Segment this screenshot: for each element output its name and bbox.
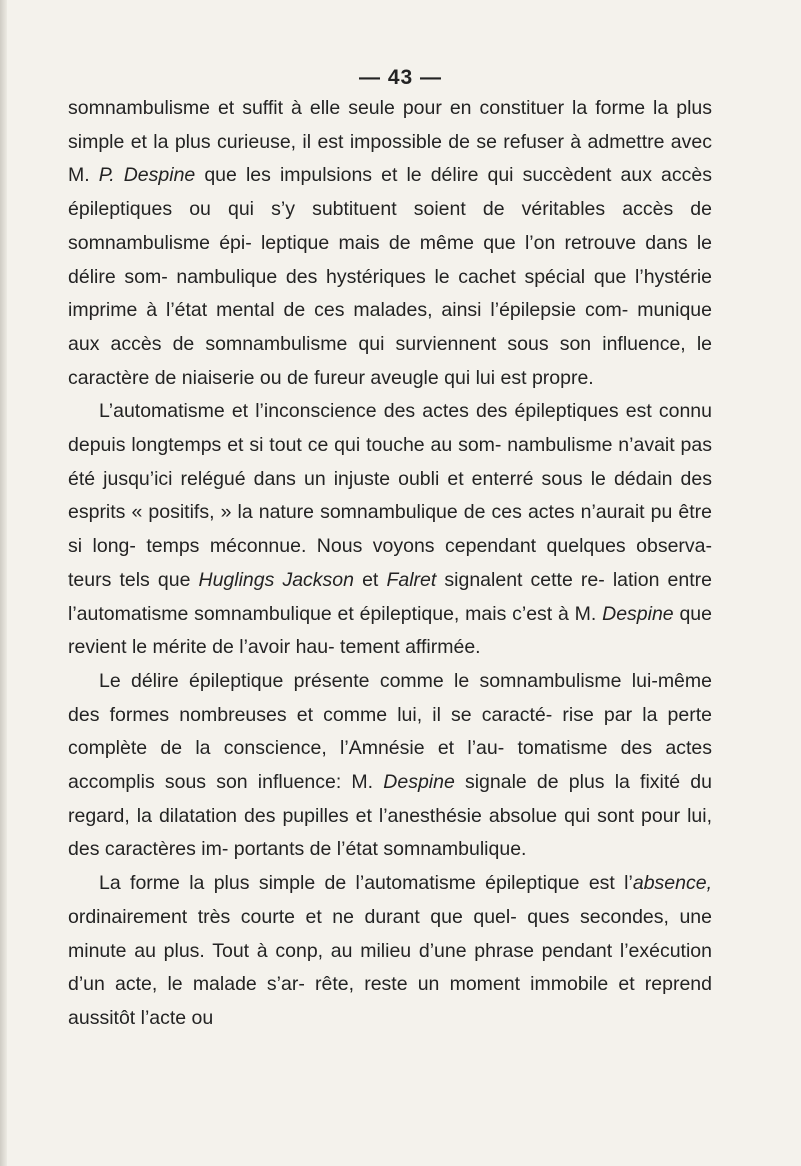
italic-text-run: Despine <box>602 602 674 625</box>
paragraph <box>68 92 712 395</box>
text-run: Le délire épileptique présente comme le somnambulisme lui-même des formes nombreuses et comme lui, il se caracté- rise par la perte complète de la conscience, l’Amnésie et l’au- tomatisme des actes accomplis sous son influence: M. <box>68 669 712 794</box>
text-run: et <box>354 568 387 591</box>
italic-text-run: absence, <box>632 872 712 895</box>
text-run: que les impulsions et le délire qui succèdent aux accès épileptiques ou qui s’y subtituent soient de véritables accès de somnambulisme épi- leptique mais de même que l’on retrouve dans le délire som- nambulique des hystériques le cachet spécial que l’hystérie imprime à l’état mental de ces malades, ainsi l’épilepsie com- munique aux accès de somnambulisme qui surviennent sous son influence, le caractère de niaiserie ou de fureur aveugle qui lui est propre. <box>68 164 712 389</box>
italic-text-run: Huglings Jackson <box>198 568 354 591</box>
text-run: ordinairement très courte et ne durant que quel- ques secondes, une minute au plus. Tout à conp, au milieu d’une phrase pendant l’exécution d’un acte, le malade s’ar- rête, reste un moment immobile et reprend aussitôt l’acte ou <box>68 905 712 1029</box>
text-run: somnambulisme et suffit à elle seule pour en constituer la forme la plus simple et la plus curieuse, il est impossible de se refuser à admettre avec M. <box>68 97 712 187</box>
italic-text-run: Despine <box>383 771 455 794</box>
italic-text-run: P. Despine <box>98 164 196 187</box>
text-run: L’automatisme et l’inconscience des actes des épileptiques est connu depuis longtemps et si tout ce qui touche au som- nambulisme n’avait pas été jusqu’ici relégué dans un injuste oubli et enterré sous le dédain des esprits « positifs, » la nature somnambulique de ces actes n’aurait pu être si long- temps méconnue. Nous voyons cependant quelques observa- teurs tels que <box>68 400 712 591</box>
text-run: que revient le mérite de l’avoir hau- tement affirmée. <box>68 602 712 659</box>
text-run: La forme la plus simple de l’automatisme épileptique est l’ <box>99 872 633 895</box>
italic-text-run: Falret <box>386 568 437 591</box>
page-number: — 43 — <box>358 66 443 89</box>
paragraph <box>68 867 712 1036</box>
page-body-text <box>68 92 712 1036</box>
text-run: signalent cette re- lation entre l’automatisme somnambulique et épileptique, mais c’est à M. <box>68 568 712 625</box>
text-run: signale de plus la fixité du regard, la dilatation des pupilles et l’anesthésie absolue qui sont pour lui, des caractères im- portants de l’état somnambulique. <box>68 771 712 861</box>
page-left-edge <box>0 0 7 1166</box>
paragraph <box>68 665 712 867</box>
paragraph <box>68 395 712 665</box>
